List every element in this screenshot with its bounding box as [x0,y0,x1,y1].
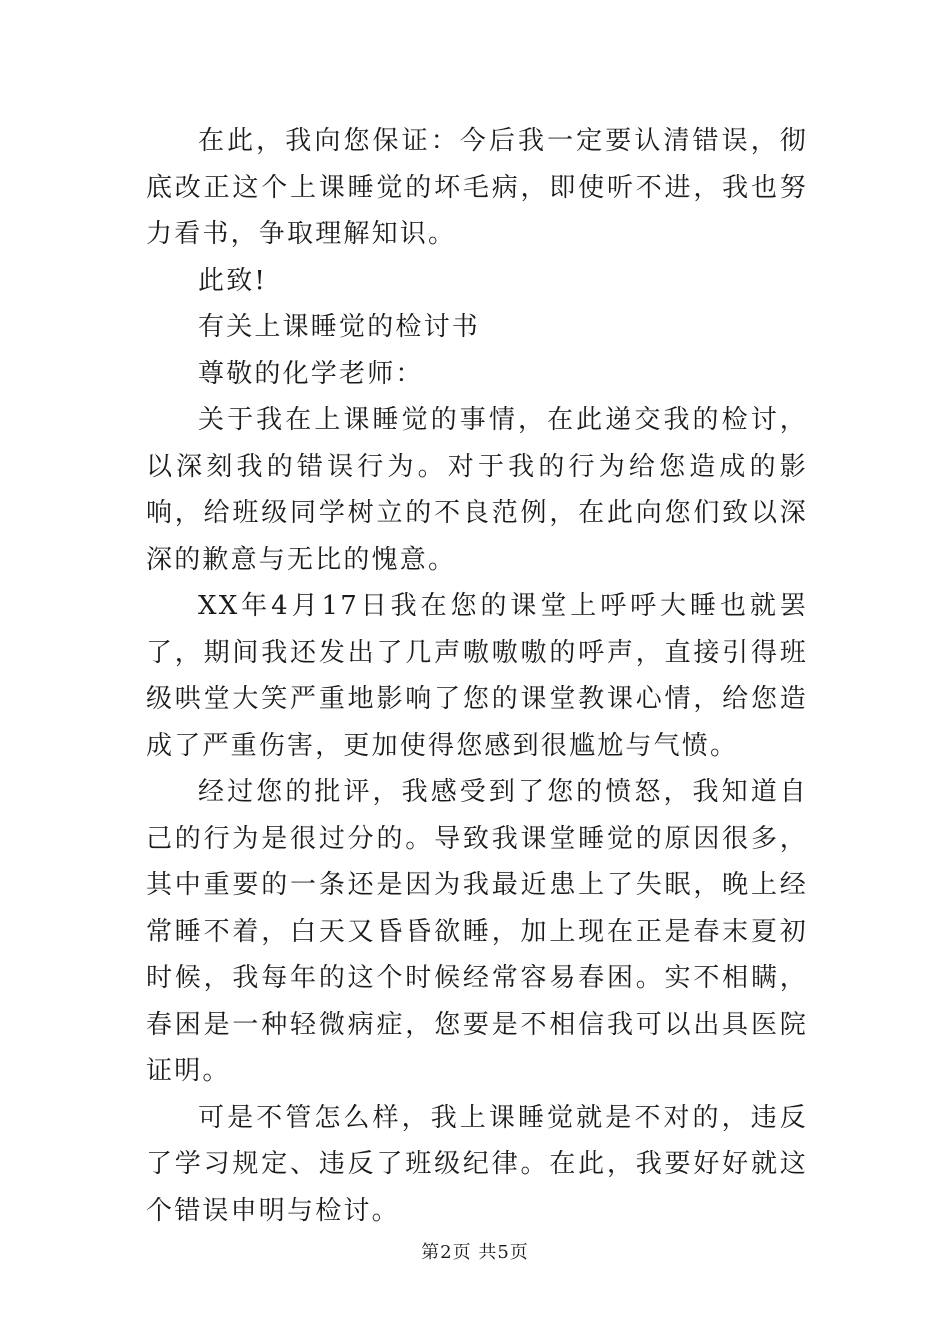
page-number-footer: 第2页 共5页 [421,1242,529,1263]
document-body [146,118,808,1234]
paragraph-admission: 可是不管怎么样，我上课睡觉就是不对的，违反了学习规定、违反了班级纪律。在此，我要好好就这个错误申明与检讨。 [146,1102,808,1226]
paragraph-title: 有关上课睡觉的检讨书 [198,312,481,342]
paragraph-closing: 此致! [198,265,268,296]
paragraph-incident: XX年4月17日我在您的课堂上呼呼大睡也就罢了，期间我还发出了几声嗷嗷嗷的呼声，直接引得班级哄堂大笑严重地影响了您的课堂教课心情，给您造成了严重伤害，更加使得您感到很尴尬与气愤。 [146,591,808,761]
paragraph-salutation: 尊敬的化学老师： [198,358,424,389]
paragraph-reason: 经过您的批评，我感受到了您的愤怒，我知道自己的行为是很过分的。导致我课堂睡觉的原因很多，其中重要的一条还是因为我最近患上了失眠，晚上经常睡不着，白天又昏昏欲睡，加上现在正是春末夏初时候，我每年的这个时候经常容易春困。实不相瞒，春困是一种轻微病症，您要是不相信我可以出具医院证明。 [146,777,808,1086]
paragraph-pledge: 在此，我向您保证：今后我一定要认清错误，彻底改正这个上课睡觉的坏毛病，即使听不进，我也努力看书，争取理解知识。 [146,126,808,249]
paragraph-intro: 关于我在上课睡觉的事情，在此递交我的检讨，以深刻我的错误行为。对于我的行为给您造成的影响，给班级同学树立的不良范例，在此向您们致以深深的歉意与无比的愧意。 [146,405,808,575]
